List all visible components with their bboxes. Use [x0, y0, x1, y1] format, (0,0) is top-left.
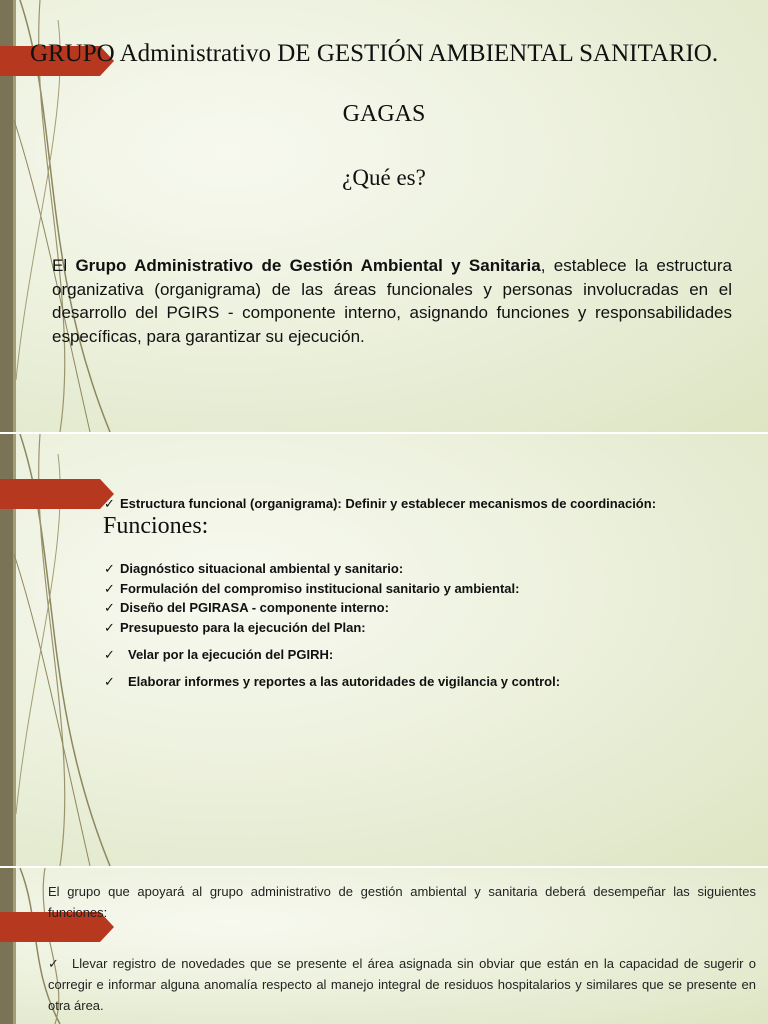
function-item [104, 561, 403, 577]
check-icon: ✓ [104, 561, 115, 576]
function-item [104, 600, 389, 616]
slide-question: ¿Qué es? [342, 165, 426, 190]
function-item-text: Presupuesto para la ejecución del Plan: [120, 620, 366, 635]
para-bold-term: Grupo Administrativo de Gestión Ambiental y Sanitaria [75, 256, 541, 275]
check-icon: ✓ [104, 600, 115, 615]
function-item [104, 620, 366, 636]
definition-paragraph [52, 254, 732, 348]
para-rest: , establece la estructura organizativa (organigrama) de las áreas funcionales y personas involucradas en el desarrollo del PGIRS - componente interno, asignando funciones y responsabilidades específicas, para garantizar su ejecución. [52, 256, 733, 346]
function-item-text: Velar por la ejecución del PGIRH: [128, 647, 334, 662]
funciones-heading: Funciones: [103, 513, 209, 539]
para-prefix: El [52, 256, 76, 275]
check-icon: ✓ [104, 674, 115, 689]
structure-item [104, 496, 656, 512]
check-icon: ✓ [104, 647, 115, 662]
title-ribbon [0, 479, 100, 509]
function-item-text: Diagnóstico situacional ambiental y sanitario: [120, 561, 404, 576]
check-icon: ✓ [48, 956, 59, 971]
check-icon: ✓ [104, 496, 115, 511]
support-group-intro: El grupo que apoyará al grupo administrativo de gestión ambiental y sanitaria deberá desempeñar las siguientes funciones: [48, 884, 756, 920]
function-item-text: Elaborar informes y reportes a las autoridades de vigilancia y control: [128, 674, 561, 689]
support-function-text: Llevar registro de novedades que se presente el área asignada sin obviar que están en la capacidad de sugerir o corregir e informar alguna anomalía respecto al manejo integral de residuos hospitalarios y similares que se presente en otra área. [48, 956, 756, 1013]
structure-item-text: Estructura funcional (organigrama): Definir y establecer mecanismos de coordinación: [120, 496, 657, 511]
function-item [104, 647, 333, 663]
function-item-text: Diseño del PGIRASA - componente interno: [120, 600, 389, 615]
slide-1 [0, 0, 768, 432]
slide-title: GRUPO Administrativo DE GESTIÓN AMBIENTAL SANITARIO. [30, 40, 719, 67]
function-item [104, 674, 560, 690]
function-item-text: Formulación del compromiso institucional sanitario y ambiental: [120, 581, 520, 596]
check-icon: ✓ [104, 620, 115, 635]
function-item [104, 581, 519, 597]
slide-subtitle: GAGAS [342, 101, 426, 127]
check-icon: ✓ [104, 581, 115, 596]
support-function-item [48, 953, 756, 1016]
